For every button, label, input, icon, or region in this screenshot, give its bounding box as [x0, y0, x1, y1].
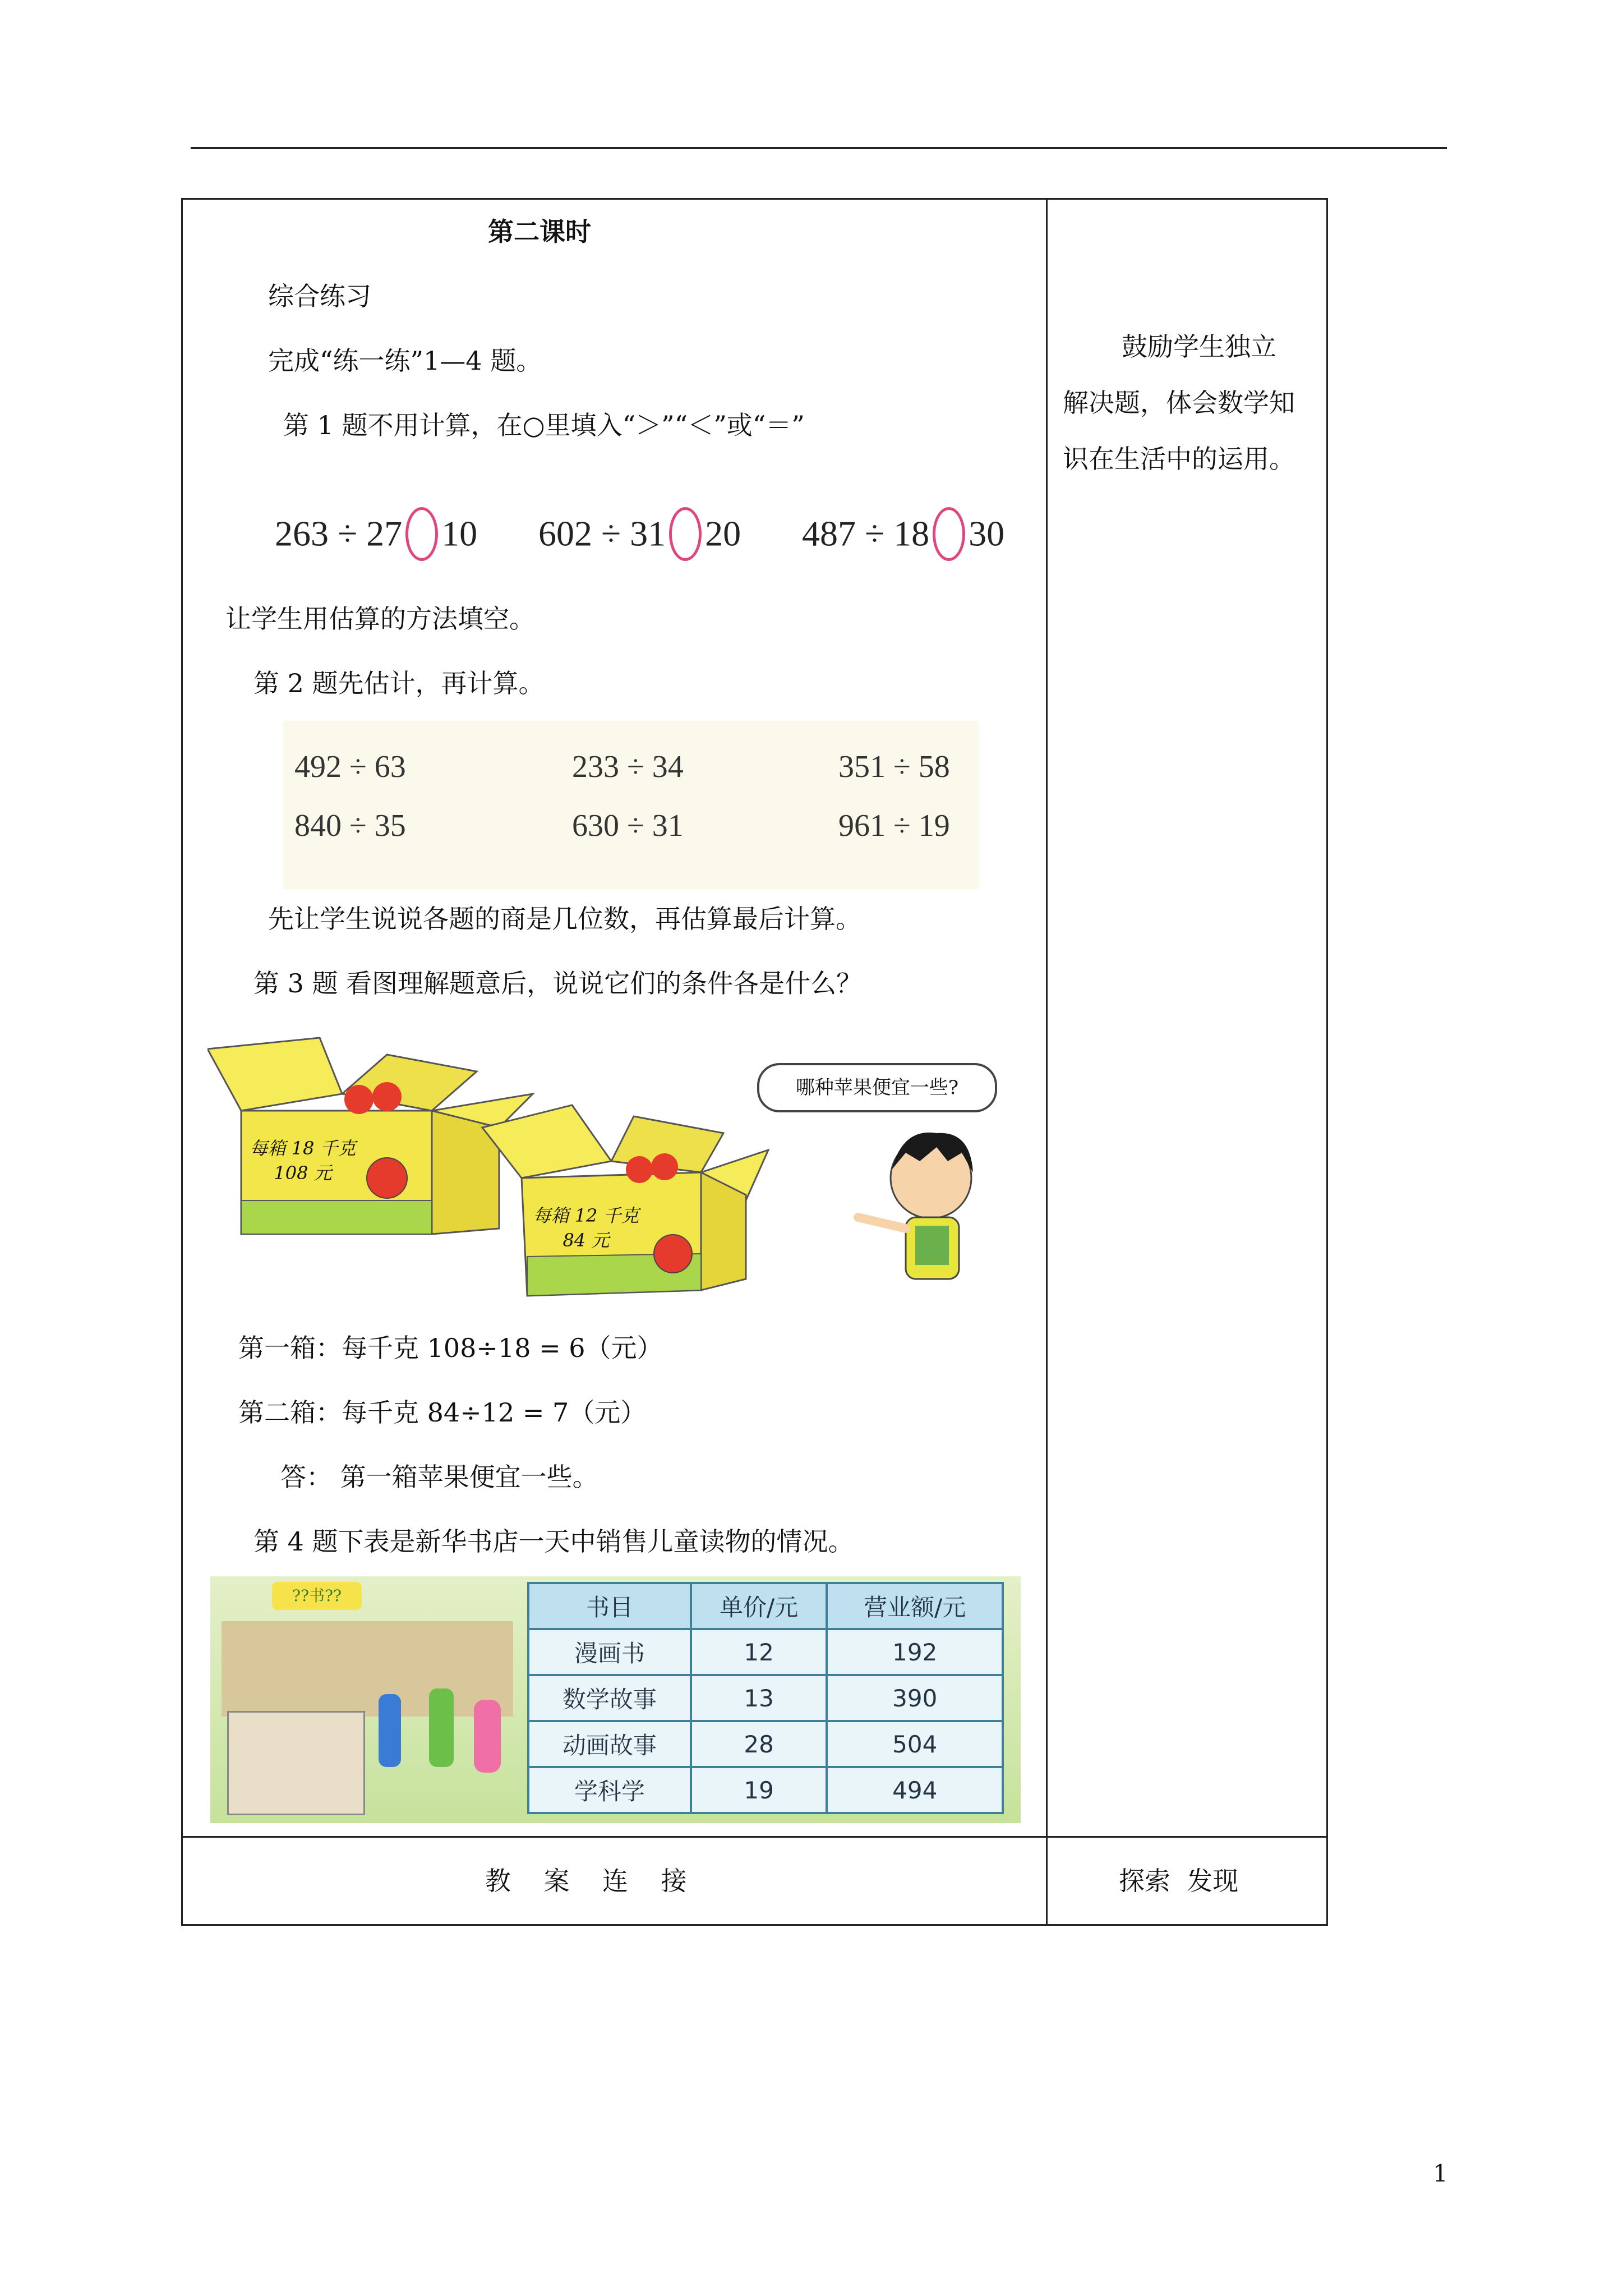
- question-3-text: 第 3 题 看图理解题意后，说说它们的条件各是什么？: [253, 968, 863, 999]
- table-cell: 504: [827, 1721, 1003, 1767]
- q1-value: 10: [441, 513, 478, 554]
- lesson-title: 第二课时: [488, 217, 591, 247]
- footer-left-label: 教 案 连 接: [485, 1866, 687, 1896]
- box-1-label: [241, 1136, 365, 1185]
- table-row: [528, 1767, 1003, 1813]
- compare-circle-icon: [669, 507, 702, 561]
- lesson-heading: 综合练习: [268, 281, 371, 311]
- table-row-divider: [181, 1836, 1328, 1838]
- q1-expression: 487 ÷ 18: [802, 513, 930, 554]
- table-header: 书目: [528, 1583, 691, 1629]
- q1-expression: 263 ÷ 27: [275, 513, 403, 554]
- side-note-line: 解决题，体会数学知: [1063, 388, 1295, 418]
- table-border-top: [181, 198, 1328, 200]
- box-1-price: 108 元: [274, 1162, 332, 1184]
- table-border-bottom: [181, 1924, 1328, 1926]
- table-cell: 学科学: [528, 1767, 691, 1813]
- table-border-right: [1326, 198, 1328, 1926]
- table-cell: 动画故事: [528, 1721, 691, 1767]
- table-header-row: [528, 1583, 1003, 1629]
- book-sales-table: [527, 1582, 1004, 1814]
- q1-value: 30: [969, 513, 1005, 554]
- table-cell: 13: [691, 1675, 827, 1721]
- q2-item: 630 ÷ 31: [572, 808, 684, 843]
- table-row: [528, 1675, 1003, 1721]
- table-cell: 494: [827, 1767, 1003, 1813]
- table-cell: 数学故事: [528, 1675, 691, 1721]
- task-intro: 完成“练一练”1—4 题。: [268, 346, 542, 376]
- table-cell: 192: [827, 1629, 1003, 1675]
- table-row: [528, 1721, 1003, 1767]
- question-1-note: 让学生用估算的方法填空。: [225, 604, 535, 634]
- table-cell: 19: [691, 1767, 827, 1813]
- box-2-price: 84 元: [562, 1230, 610, 1251]
- question-4-text: 第 4 题下表是新华书店一天中销售儿童读物的情况。: [253, 1526, 854, 1557]
- table-row: [528, 1629, 1003, 1675]
- compare-circle-icon: [405, 507, 438, 561]
- question-2-note: 先让学生说说各题的商是几位数，再估算最后计算。: [268, 904, 861, 934]
- question-2-box: [283, 721, 979, 889]
- q2-item: 961 ÷ 19: [838, 808, 950, 843]
- q2-item: 492 ÷ 63: [294, 749, 406, 784]
- table-cell: 28: [691, 1721, 827, 1767]
- header-rule: [191, 147, 1447, 149]
- table-header: 单价/元: [691, 1583, 827, 1629]
- table-cell: 漫画书: [528, 1629, 691, 1675]
- box-2-label: [524, 1203, 648, 1253]
- q2-item: 233 ÷ 34: [572, 749, 684, 784]
- box-2-weight: 每箱 12 千克: [533, 1205, 639, 1226]
- bookstore-sign: ??书??: [272, 1582, 362, 1610]
- question-3-answer: 答： 第一箱苹果便宜一些。: [280, 1462, 598, 1492]
- q1-expression: 602 ÷ 31: [538, 513, 666, 554]
- table-cell: 390: [827, 1675, 1003, 1721]
- question-1-text: 第 1 题不用计算，在○里填入“＞”“＜”或“＝”: [283, 410, 805, 440]
- question-2-text: 第 2 题先估计，再计算。: [253, 668, 545, 698]
- compare-circle-icon: [933, 507, 965, 561]
- footer-right-label: 探索 发现: [1119, 1866, 1239, 1896]
- table-header: 营业额/元: [827, 1583, 1003, 1629]
- question-3-line-1: 第一箱：每千克 108÷18 = 6（元）: [238, 1333, 663, 1363]
- page-number: 1: [1433, 2160, 1448, 2187]
- table-border-left: [181, 198, 183, 1926]
- speech-bubble: 哪种苹果便宜一些?: [757, 1063, 997, 1112]
- table-column-divider: [1046, 198, 1048, 1926]
- side-note-line: 鼓励学生独立: [1122, 332, 1276, 362]
- table-cell: 12: [691, 1629, 827, 1675]
- question-3-line-2: 第二箱：每千克 84÷12 = 7（元）: [238, 1397, 647, 1428]
- q2-item: 351 ÷ 58: [838, 749, 950, 784]
- box-1-weight: 每箱 18 千克: [250, 1138, 356, 1159]
- side-note-line: 识在生活中的运用。: [1063, 444, 1295, 474]
- q2-item: 840 ÷ 35: [294, 808, 406, 843]
- q1-value: 20: [705, 513, 741, 554]
